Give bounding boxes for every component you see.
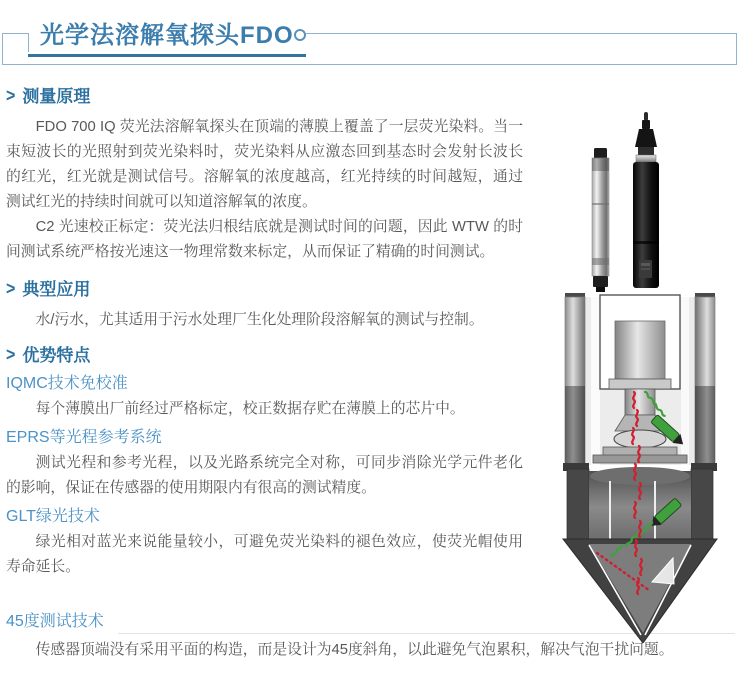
fdo-probes-photo (578, 110, 678, 295)
title-connector-line (28, 33, 29, 52)
chevron-right-icon: > (6, 86, 16, 107)
feature-body: 测试光程和参考光程，以及光路系统完全对称，可同步消除光学元件老化的影响，保证在传感器的使用期限内有很高的测试精度。 (6, 455, 523, 496)
sensor-core (615, 321, 665, 379)
fdo-45deg-cross-section-diagram (555, 291, 725, 643)
principle-paragraph: FDO 700 IQ 荧光法溶解氧探头在顶端的薄膜上覆盖了一层荧光染料。当一束短波长的光照射到荧光染料时，荧光染料从应激态回到基态时会发射长波长的红光，红光就是测试信号。溶解氧的浓度越高，红光持续的时间越短，通过测试红光的持续时间就可以知道溶解氧的浓度。 (6, 119, 523, 210)
section-heading-label: 优势特点 (22, 346, 91, 365)
feature-title-45deg: 45度测试技术 (6, 613, 104, 630)
feature-body: 传感器顶端没有采用平面的构造，而是设计为45度斜角，以此避免气泡累积，解决气泡干扰问题。 (35, 642, 674, 658)
content-column (6, 86, 523, 580)
feature-body: 每个薄膜出厂前经过严格标定，校正数据存贮在薄膜上的芯片中。 (35, 401, 465, 417)
silver-probe-image (592, 148, 609, 292)
chevron-right-icon: > (6, 279, 16, 300)
section-heading-features (6, 345, 523, 366)
feature-title-eprs: EPRS等光程参考系统 (6, 429, 162, 446)
feature-title-iqmc: IQMC技术免校准 (6, 375, 128, 392)
section-heading-principle (6, 86, 523, 107)
black-probe-image (633, 112, 659, 288)
lower-wall-left (567, 469, 589, 543)
optic-stem (625, 389, 655, 415)
header-circle-ornament (294, 29, 306, 41)
lower-wall-right (691, 469, 713, 543)
principle-paragraph: C2 光速校正标定：荧光法归根结底就是测试时间的问题，因此 WTW 的时间测试系统严格按光速这一物理常数来标定，从而保证了精确的时间测试。 (6, 219, 523, 260)
page-title: 光学法溶解氧探头FDO (40, 22, 294, 49)
section-heading-label: 测量原理 (22, 87, 91, 106)
lens (614, 430, 666, 448)
page-title-block (28, 20, 306, 57)
feature-title-glt: GLT绿光技术 (6, 508, 100, 525)
application-paragraph: 水/污水，尤其适用于污水处理厂生化处理阶段溶解氧的测试与控制。 (35, 312, 484, 328)
feature-body: 绿光相对蓝光来说能量较小，可避免荧光染料的褪色效应，使荧光帽使用寿命延长。 (6, 534, 523, 575)
section-heading-application (6, 279, 523, 300)
section-heading-label: 典型应用 (22, 280, 91, 299)
chevron-right-icon: > (6, 345, 16, 366)
